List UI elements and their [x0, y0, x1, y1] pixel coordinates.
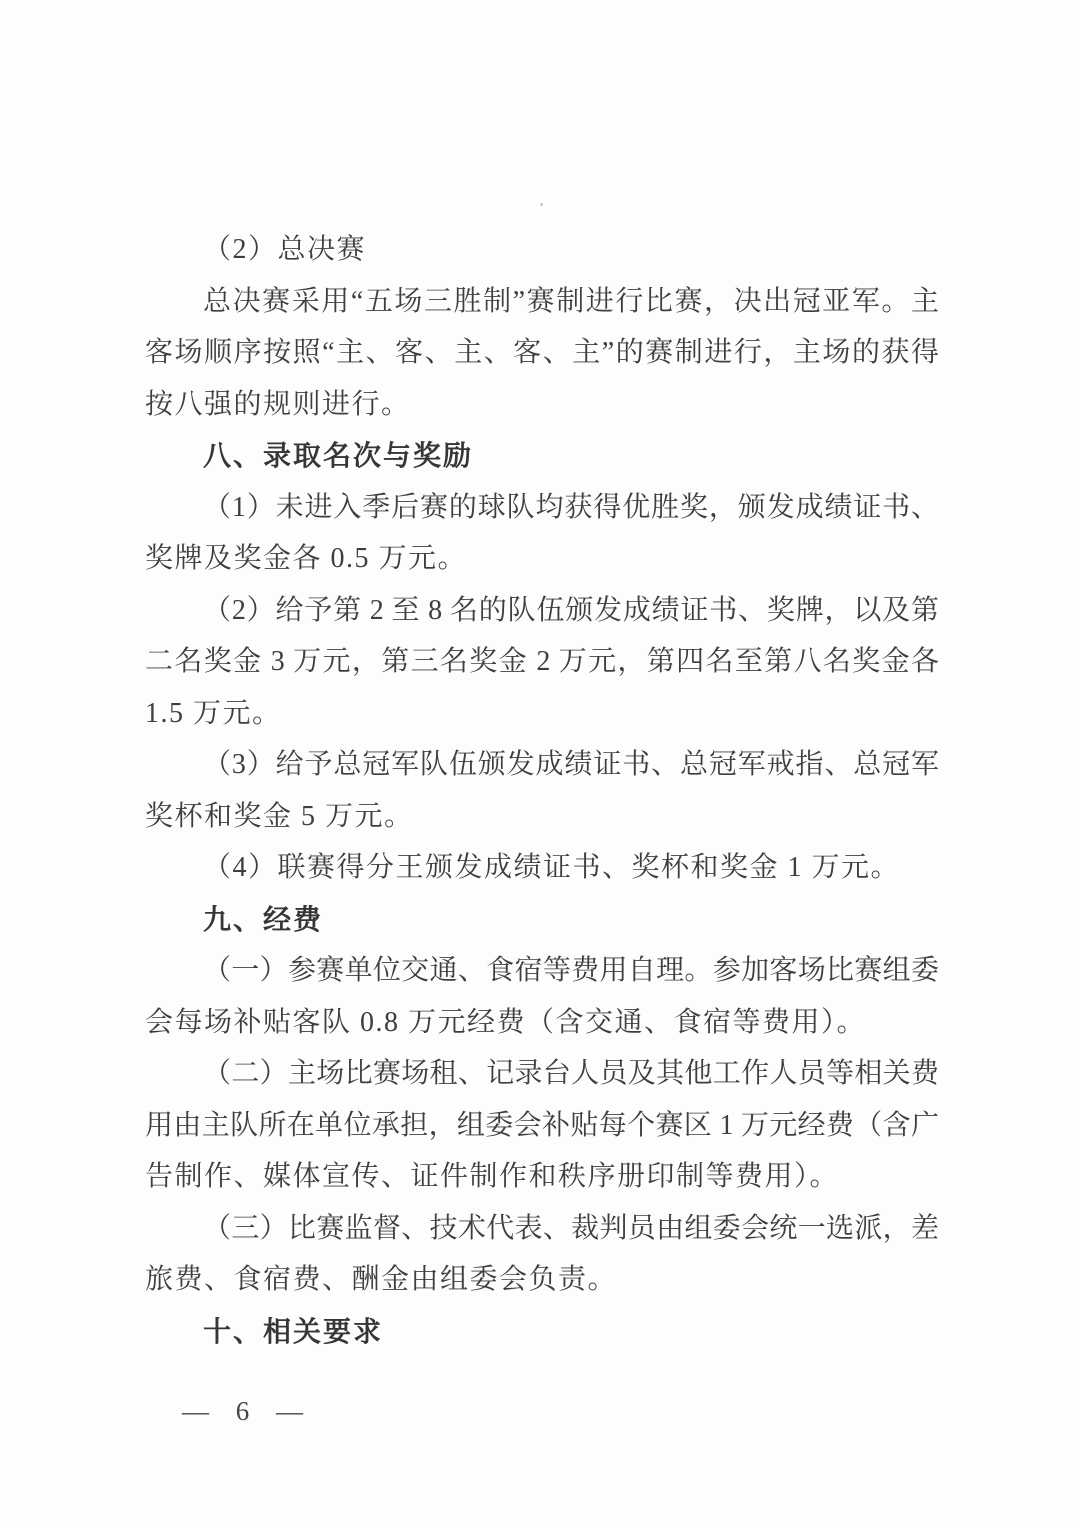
- page-number: — 6 —: [182, 1396, 313, 1426]
- text-line: 告制作、媒体宣传、证件制作和秩序册印制等费用）。: [145, 1161, 840, 1192]
- text-line: （二）主场比赛场租、记录台人员及其他工作人员等相关费: [203, 1058, 939, 1089]
- text-line: 1.5 万元。: [145, 697, 282, 729]
- text-line: 会每场补贴客队 0.8 万元经费（含交通、食宿等费用）。: [145, 1006, 867, 1038]
- text-line: 总决赛采用“五场三胜制”赛制进行比赛，决出冠亚军。主: [203, 285, 939, 317]
- scan-artifact: [540, 203, 543, 206]
- text-line: （4）联赛得分王颁发成绩证书、奖杯和奖金 1 万元。: [203, 852, 901, 883]
- text-line: （1）未进入季后赛的球队均获得优胜奖，颁发成绩证书、: [203, 491, 939, 523]
- text-line: 客场顺序按照“主、客、主、客、主”的赛制进行，主场的获得: [145, 337, 939, 368]
- section-heading: 九、经费: [203, 903, 324, 935]
- text-line: 奖杯和奖金 5 万元。: [145, 800, 414, 832]
- text-line: 奖牌及奖金各 0.5 万元。: [145, 543, 468, 574]
- text-line: 二名奖金 3 万元，第三名奖金 2 万元，第四名至第八名奖金各: [145, 646, 939, 677]
- text-line: （3）给予总冠军队伍颁发成绩证书、总冠军戒指、总冠军: [203, 749, 939, 780]
- section-heading: 八、录取名次与奖励: [203, 440, 474, 471]
- text-line: （2）总决赛: [203, 234, 367, 265]
- text-line: 用由主队所在单位承担，组委会补贴每个赛区 1 万元经费（含广: [145, 1109, 939, 1141]
- text-line: 旅费、食宿费、酬金由组委会负责。: [145, 1264, 618, 1295]
- text-line: （一）参赛单位交通、食宿等费用自理。参加客场比赛组委: [203, 955, 939, 986]
- document-content: [145, 224, 939, 1357]
- text-line: 按八强的规则进行。: [145, 388, 411, 420]
- text-line: （2）给予第 2 至 8 名的队伍颁发成绩证书、奖牌，以及第: [203, 594, 939, 626]
- section-heading: 十、相关要求: [203, 1315, 384, 1347]
- text-line: （三）比赛监督、技术代表、裁判员由组委会统一选派，差: [203, 1212, 939, 1244]
